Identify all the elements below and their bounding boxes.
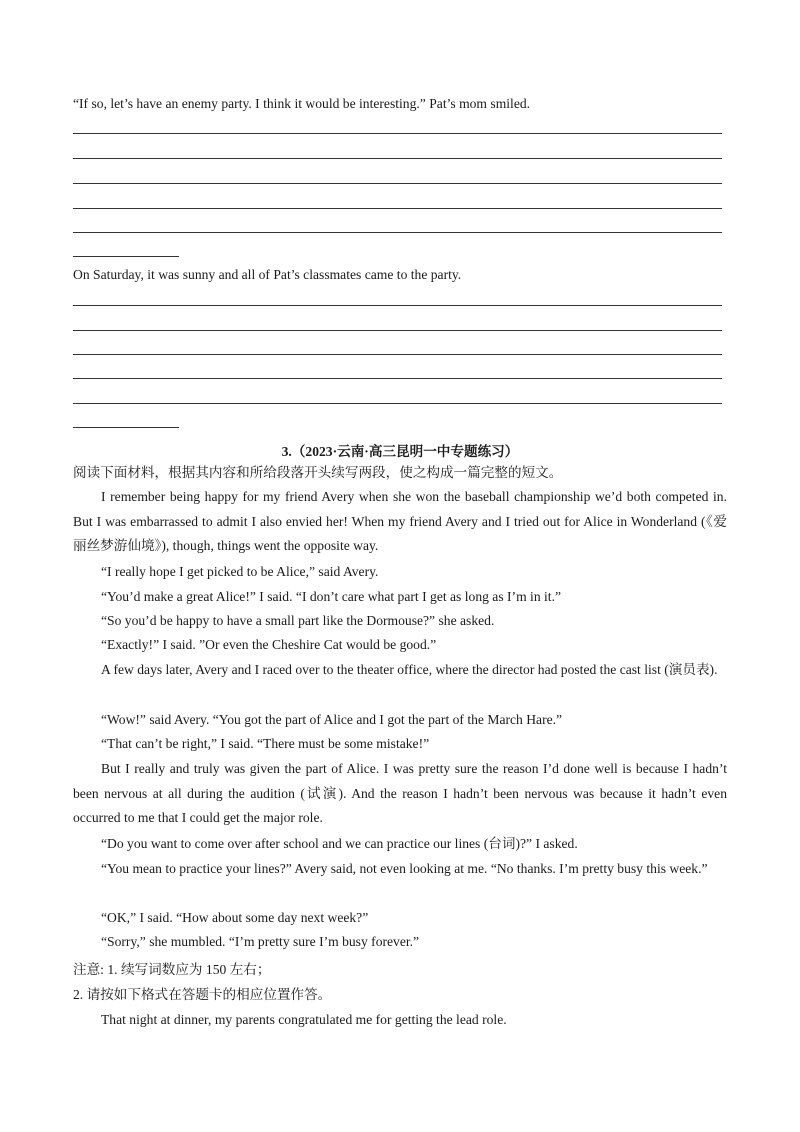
story-paragraph: I remember being happy for my friend Avery when she won the baseball championship we’d both competed in. But I was embarrassed to admit I also envied her! When my friend Avery and I tried out for Alice in Wonderland (《爱丽丝梦游仙境》), though, things went the opposite way.: [73, 489, 727, 554]
story-paragraph: A few days later, Avery and I raced over to the theater office, where the director had posted the cast list (演员表).: [101, 662, 718, 677]
answer-line: [73, 183, 722, 184]
story-paragraph: “Sorry,” she mumbled. “I’m pretty sure I’m busy forever.”: [101, 934, 420, 949]
story-paragraph: “You’d make a great Alice!” I said. “I don’t care what part I get as long as I’m in it.”: [101, 589, 562, 604]
answer-line: [73, 378, 722, 379]
question-heading: 3.（2023·云南·高三昆明一中专题练习）: [281, 444, 519, 459]
note-1: 注意: 1. 续写词数应为 150 左右；: [73, 962, 271, 977]
answer-line-end: [73, 427, 179, 428]
story-paragraph: “Exactly!” I said. ”Or even the Cheshire Cat would be good.”: [101, 637, 437, 652]
answer-line: [73, 133, 722, 134]
story-paragraph: But I really and truly was given the part of Alice. I was pretty sure the reason I’d done well is because I hadn’t been nervous at all during the audition (试演). And the reason I hadn’t been nervous was because it hadn’t even occurred to me that I could get the major role.: [73, 761, 727, 826]
answer-line: [73, 403, 722, 404]
story-paragraph: “OK,” I said. “How about some day next week?”: [101, 910, 369, 925]
continuation-prompt-3: That night at dinner, my parents congratulated me for getting the lead role.: [101, 1012, 507, 1027]
answer-line: [73, 354, 722, 355]
answer-line: [73, 330, 722, 331]
continuation-prompt-1: “If so, let’s have an enemy party. I think it would be interesting.” Pat’s mom smiled.: [73, 96, 531, 111]
story-paragraph: “Wow!” said Avery. “You got the part of Alice and I got the part of the March Hare.”: [101, 712, 563, 727]
story-paragraph: “You mean to practice your lines?” Avery said, not even looking at me. “No thanks. I’m pretty busy this week.”: [101, 861, 708, 876]
note-2: 2. 请按如下格式在答题卡的相应位置作答。: [73, 987, 332, 1002]
story-paragraph: “I really hope I get picked to be Alice,” said Avery.: [101, 564, 379, 579]
instruction: 阅读下面材料，根据其内容和所给段落开头续写两段，使之构成一篇完整的短文。: [73, 465, 563, 480]
story-paragraph: “So you’d be happy to have a small part like the Dormouse?” she asked.: [101, 613, 495, 628]
answer-line-end: [73, 256, 179, 257]
story-paragraph: “That can’t be right,” I said. “There must be some mistake!”: [101, 736, 430, 751]
story-paragraph: “Do you want to come over after school and we can practice our lines (台词)?” I asked.: [101, 836, 578, 851]
answer-line: [73, 208, 722, 209]
answer-line: [73, 305, 722, 306]
answer-line: [73, 158, 722, 159]
answer-line: [73, 232, 722, 233]
continuation-prompt-2: On Saturday, it was sunny and all of Pat’s classmates came to the party.: [73, 267, 462, 282]
